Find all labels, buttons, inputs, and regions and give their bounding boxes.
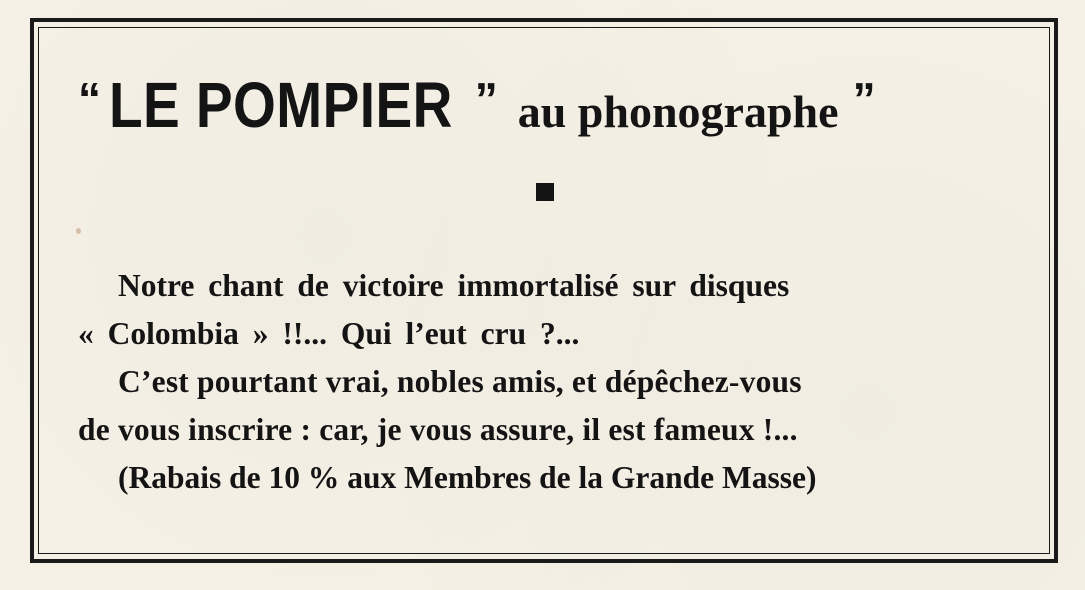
title-subtitle: au phonographe (517, 86, 839, 137)
ornament-square (536, 183, 554, 201)
advertisement-body (78, 262, 1018, 502)
body-line: de vous inscrire : car, je vous assure, il est fameux !... (78, 412, 798, 447)
body-line: « Colombia » !!... Qui l’eut cru ?... (78, 316, 580, 351)
body-line: (Rabais de 10 % aux Membres de la Grande Masse) (118, 460, 817, 495)
title-final-quote: ” (852, 73, 876, 125)
title-open-quote: “ (78, 73, 101, 125)
title-close-quote: ” (474, 73, 498, 125)
title-main: LE POMPIER (109, 69, 453, 141)
body-line: C’est pourtant vrai, nobles amis, et dépêchez-vous (118, 364, 802, 399)
body-line: Notre chant de victoire immortalisé sur disques (118, 268, 790, 303)
advertisement-title (78, 68, 1018, 142)
